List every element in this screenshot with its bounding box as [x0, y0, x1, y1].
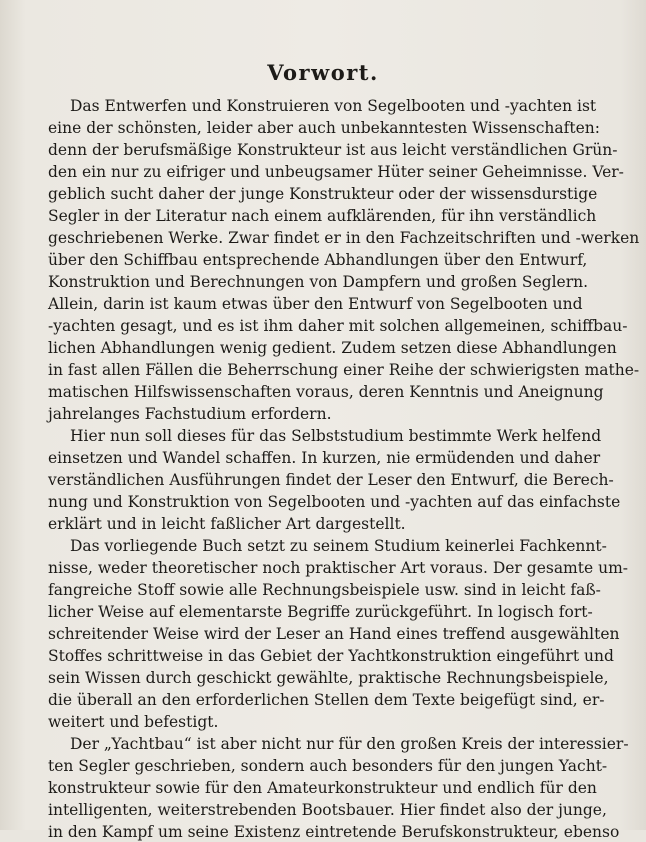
text-line: intelligenten, weiterstrebenden Bootsbauer. Hier findet also der junge,: [48, 801, 607, 819]
text-line: eine der schönsten, leider aber auch unbekanntesten Wissenschaften:: [48, 119, 600, 137]
text-line: Allein, darin ist kaum etwas über den Entwurf von Segelbooten und: [48, 295, 583, 313]
text-line: Das Entwerfen und Konstruieren von Segelbooten und -yachten ist: [70, 97, 597, 115]
text-line: nung und Konstruktion von Segelbooten und -yachten auf das einfachste: [48, 493, 621, 511]
text-line: matischen Hilfswissenschaften voraus, deren Kenntnis und Aneignung: [48, 383, 604, 401]
text-line: erklärt und in leicht faßlicher Art dargestellt.: [48, 515, 406, 533]
text-line: Der „Yachtbau“ ist aber nicht nur für den großen Kreis der interessier-: [70, 735, 629, 753]
text-line: einsetzen und Wandel schaffen. In kurzen, nie ermüdenden und daher: [48, 449, 601, 467]
text-line: weitert und befestigt.: [48, 713, 219, 731]
text-line: nisse, weder theoretischer noch praktischer Art voraus. Der gesamte um-: [48, 559, 629, 577]
text-line: sein Wissen durch geschickt gewählte, praktische Rechnungsbeispiele,: [48, 669, 609, 687]
text-line: verständlichen Ausführungen findet der Leser den Entwurf, die Berech-: [48, 471, 614, 489]
text-line: konstrukteur sowie für den Amateurkonstrukteur und endlich für den: [48, 779, 597, 797]
text-line: über den Schiffbau entsprechende Abhandlungen über den Entwurf,: [48, 251, 588, 269]
text-line: Stoffes schrittweise in das Gebiet der Yachtkonstruktion eingeführt und: [48, 647, 614, 665]
text-line: licher Weise auf elementarste Begriffe zurückgeführt. In logisch fort-: [48, 603, 593, 621]
text-line: Hier nun soll dieses für das Selbststudium bestimmte Werk helfend: [70, 427, 602, 445]
text-line: schreitender Weise wird der Leser an Hand eines treffend ausgewählten: [48, 625, 620, 643]
text-line: fangreiche Stoff sowie alle Rechnungsbeispiele usw. sind in leicht faß-: [48, 581, 601, 599]
text-line: jahrelanges Fachstudium erfordern.: [48, 405, 332, 423]
text-line: die überall an den erforderlichen Stellen dem Texte beigefügt sind, er-: [48, 691, 605, 709]
text-line: geschriebenen Werke. Zwar findet er in den Fachzeitschriften und -werken: [48, 229, 640, 247]
page-title: Vorwort.: [267, 60, 379, 85]
text-line: Segler in der Literatur nach einem aufklärenden, für ihn verständlich: [48, 207, 597, 225]
text-line: in den Kampf um seine Existenz eintretende Berufskonstrukteur, ebenso: [48, 823, 620, 841]
text-line: -yachten gesagt, und es ist ihm daher mit solchen allgemeinen, schiffbau-: [48, 317, 628, 335]
text-line: in fast allen Fällen die Beherrschung einer Reihe der schwierigsten mathe-: [48, 361, 640, 379]
text-line: lichen Abhandlungen wenig gedient. Zudem setzen diese Abhandlungen: [48, 339, 617, 357]
text-line: ten Segler geschrieben, sondern auch besonders für den jungen Yacht-: [48, 757, 608, 775]
text-line: Konstruktion und Berechnungen von Dampfern und großen Seglern.: [48, 273, 589, 291]
text-line: den ein nur zu eifriger und unbeugsamer Hüter seiner Geheimnisse. Ver-: [48, 163, 624, 181]
text-line: geblich sucht daher der junge Konstrukteur oder der wissensdurstige: [48, 185, 598, 203]
text-line: Das vorliegende Buch setzt zu seinem Studium keinerlei Fachkennt-: [70, 537, 607, 555]
text-line: denn der berufsmäßige Konstrukteur ist aus leicht verständlichen Grün-: [48, 141, 618, 159]
